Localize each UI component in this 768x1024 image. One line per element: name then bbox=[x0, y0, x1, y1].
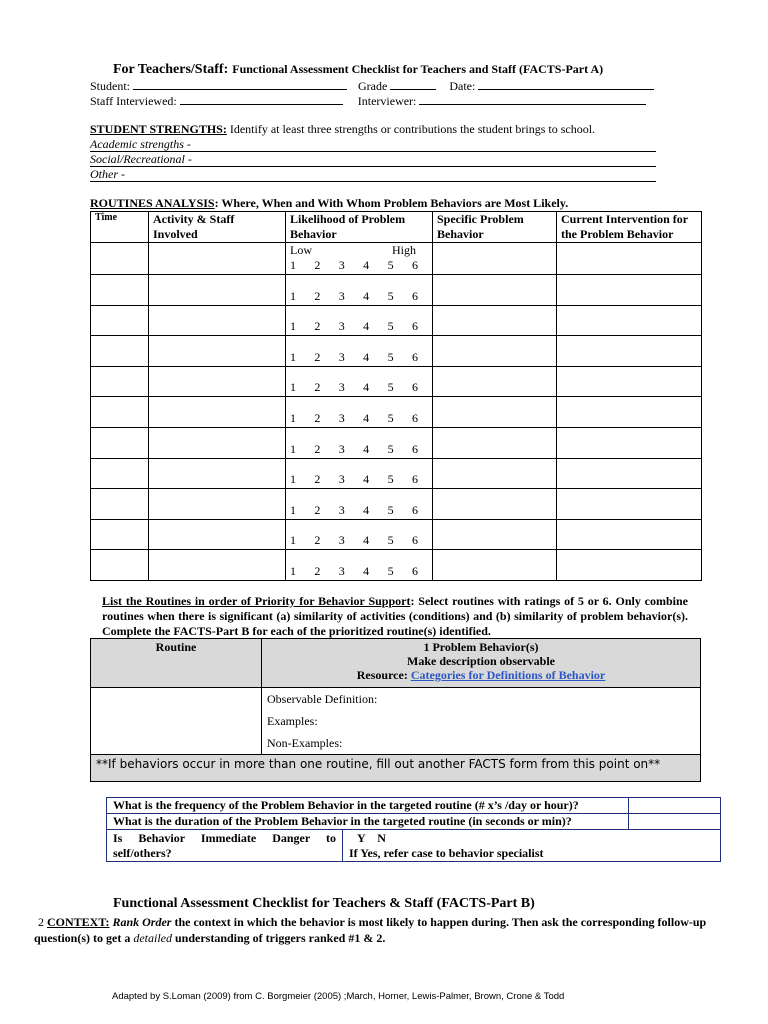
low-label: Low bbox=[290, 243, 312, 257]
scale-value[interactable]: 2 bbox=[314, 258, 321, 272]
likelihood-cell[interactable] bbox=[286, 427, 433, 458]
routine-row bbox=[91, 519, 702, 550]
specific-behavior-cell[interactable] bbox=[433, 427, 557, 458]
scale-value[interactable]: 1 bbox=[290, 441, 296, 456]
scale-value[interactable]: 6 bbox=[411, 258, 418, 272]
scale-value[interactable]: 1 bbox=[290, 410, 296, 425]
routine-row bbox=[91, 550, 702, 581]
frequency-question: What is the frequency of the Problem Behavior in the targeted routine (# x’s /day or hour)? bbox=[107, 798, 629, 814]
time-cell[interactable] bbox=[91, 305, 149, 336]
scale-value[interactable]: 3 bbox=[338, 441, 345, 456]
frequency-row bbox=[107, 798, 721, 814]
time-cell[interactable] bbox=[91, 489, 149, 520]
scale-value[interactable]: 3 bbox=[338, 563, 345, 578]
pb-resource bbox=[263, 668, 699, 682]
scale-value[interactable]: 1 bbox=[290, 563, 296, 578]
scale-value[interactable]: 3 bbox=[338, 380, 345, 395]
intervention-cell[interactable] bbox=[557, 550, 702, 581]
scale-value[interactable]: 3 bbox=[338, 533, 345, 548]
intervention-cell[interactable] bbox=[557, 243, 702, 275]
routine-row bbox=[91, 243, 702, 275]
scale-value[interactable]: 5 bbox=[387, 288, 394, 303]
scale-value[interactable]: 4 bbox=[363, 410, 370, 425]
scale-value[interactable]: 1 bbox=[290, 258, 296, 272]
likelihood-scale bbox=[290, 533, 418, 549]
routine-row bbox=[91, 336, 702, 367]
intervention-cell[interactable] bbox=[557, 519, 702, 550]
time-cell[interactable] bbox=[91, 427, 149, 458]
other-strengths-line[interactable] bbox=[90, 167, 656, 182]
scale-value[interactable]: 6 bbox=[411, 441, 418, 456]
routines-heading-underlined: ROUTINES ANALYSIS bbox=[90, 196, 215, 210]
specific-behavior-cell[interactable] bbox=[433, 366, 557, 397]
pb-header-line1: 1 Problem Behavior(s) bbox=[423, 640, 539, 654]
routine-row bbox=[91, 489, 702, 520]
likelihood-cell[interactable] bbox=[286, 458, 433, 489]
routine-row bbox=[91, 366, 702, 397]
likelihood-scale bbox=[290, 258, 418, 274]
interviewer-label: Interviewer: bbox=[357, 94, 417, 108]
intervention-cell[interactable] bbox=[557, 305, 702, 336]
time-cell[interactable] bbox=[91, 336, 149, 367]
duration-question: What is the duration of the Problem Behavior in the targeted routine (in seconds or min)? bbox=[107, 814, 629, 830]
scale-value[interactable]: 6 bbox=[411, 472, 418, 487]
scale-value[interactable]: 2 bbox=[314, 563, 321, 578]
multiple-routines-note: **If behaviors occur in more than one routine, fill out another FACTS form from this point on** bbox=[91, 755, 701, 782]
title-main: Functional Assessment Checklist for Teachers and Staff (FACTS-Part A) bbox=[232, 62, 604, 76]
routine-row bbox=[91, 275, 702, 306]
activity-cell[interactable] bbox=[149, 519, 286, 550]
time-cell[interactable] bbox=[91, 397, 149, 428]
likelihood-cell[interactable] bbox=[286, 336, 433, 367]
scale-value[interactable]: 4 bbox=[363, 319, 370, 334]
routine-row bbox=[91, 397, 702, 428]
activity-cell[interactable] bbox=[149, 489, 286, 520]
routine-row bbox=[91, 427, 702, 458]
time-cell[interactable] bbox=[91, 458, 149, 489]
scale-value[interactable]: 5 bbox=[387, 410, 394, 425]
scale-value[interactable]: 3 bbox=[338, 349, 345, 364]
scale-value[interactable]: 5 bbox=[387, 258, 394, 272]
danger-question-line2: self/others? bbox=[113, 846, 172, 860]
scale-value[interactable]: 1 bbox=[290, 349, 296, 364]
scale-value[interactable]: 4 bbox=[363, 380, 370, 395]
scale-value[interactable]: 2 bbox=[314, 288, 321, 303]
specific-behavior-cell[interactable] bbox=[433, 519, 557, 550]
danger-answer[interactable] bbox=[343, 830, 721, 862]
scale-value[interactable]: 5 bbox=[387, 472, 394, 487]
student-info-row bbox=[90, 78, 654, 94]
activity-cell[interactable] bbox=[149, 336, 286, 367]
scale-value[interactable]: 6 bbox=[411, 380, 418, 395]
routines-header-row bbox=[91, 212, 702, 243]
specific-behavior-cell[interactable] bbox=[433, 397, 557, 428]
scale-value[interactable]: 6 bbox=[411, 319, 418, 334]
likelihood-cell[interactable] bbox=[286, 397, 433, 428]
scale-value[interactable]: 4 bbox=[363, 533, 370, 548]
scale-value[interactable]: 3 bbox=[338, 410, 345, 425]
student-field[interactable] bbox=[133, 78, 347, 90]
scale-value[interactable]: 2 bbox=[314, 441, 321, 456]
likelihood-cell[interactable] bbox=[286, 366, 433, 397]
routine-cell[interactable] bbox=[91, 688, 262, 755]
scale-value[interactable]: 6 bbox=[411, 288, 418, 303]
col-likelihood: Likelihood of Problem Behavior bbox=[286, 212, 433, 243]
problem-behavior-table bbox=[90, 638, 701, 782]
priority-underlined: List the Routines in order of Priority for Behavior Support bbox=[102, 594, 411, 608]
academic-strengths-label: Academic strengths - bbox=[90, 137, 191, 151]
frequency-table bbox=[106, 797, 721, 862]
activity-cell[interactable] bbox=[149, 305, 286, 336]
scale-value[interactable]: 5 bbox=[387, 563, 394, 578]
scale-value[interactable]: 2 bbox=[314, 349, 321, 364]
pb-footer-row bbox=[91, 755, 701, 782]
specific-behavior-cell[interactable] bbox=[433, 305, 557, 336]
scale-value[interactable]: 1 bbox=[290, 380, 296, 395]
duration-answer[interactable] bbox=[629, 814, 721, 830]
col-specific-behavior: Specific Problem Behavior bbox=[433, 212, 557, 243]
scale-value[interactable]: 4 bbox=[363, 349, 370, 364]
danger-row bbox=[107, 830, 721, 862]
time-cell[interactable] bbox=[91, 366, 149, 397]
context-label: CONTEXT: bbox=[47, 915, 110, 929]
time-cell[interactable] bbox=[91, 275, 149, 306]
problem-behavior-header bbox=[262, 639, 701, 688]
activity-cell[interactable] bbox=[149, 397, 286, 428]
priority-instructions bbox=[102, 594, 688, 639]
likelihood-cell[interactable] bbox=[286, 519, 433, 550]
likelihood-scale bbox=[290, 319, 418, 335]
part-b-title: Functional Assessment Checklist for Teachers & Staff (FACTS-Part B) bbox=[113, 896, 535, 911]
routine-row bbox=[91, 458, 702, 489]
routine-row bbox=[91, 305, 702, 336]
likelihood-scale bbox=[290, 442, 418, 458]
likelihood-scale bbox=[290, 350, 418, 366]
time-cell[interactable] bbox=[91, 519, 149, 550]
date-label: Date: bbox=[449, 79, 476, 93]
specific-behavior-cell[interactable] bbox=[433, 550, 557, 581]
scale-value[interactable]: 1 bbox=[290, 502, 296, 517]
pb-header-line2: Make description observable bbox=[407, 654, 555, 668]
non-examples-label: Non-Examples: bbox=[267, 736, 343, 750]
date-field[interactable] bbox=[478, 78, 654, 90]
staff-interviewed-label: Staff Interviewed: bbox=[90, 94, 177, 108]
activity-cell[interactable] bbox=[149, 427, 286, 458]
likelihood-scale bbox=[290, 289, 418, 305]
staff-interviewed-field[interactable] bbox=[180, 93, 343, 105]
social-recreational-label: Social/Recreational - bbox=[90, 152, 192, 166]
activity-cell[interactable] bbox=[149, 366, 286, 397]
intervention-cell[interactable] bbox=[557, 427, 702, 458]
strengths-heading: STUDENT STRENGTHS: bbox=[90, 122, 227, 136]
strengths-text: Identify at least three strengths or contributions the student brings to school. bbox=[229, 122, 596, 136]
staff-info-row bbox=[90, 93, 646, 109]
scale-value[interactable]: 4 bbox=[363, 288, 370, 303]
context-instructions bbox=[34, 914, 734, 946]
likelihood-cell[interactable] bbox=[286, 275, 433, 306]
scale-value[interactable]: 4 bbox=[363, 472, 370, 487]
scale-value[interactable]: 5 bbox=[387, 349, 394, 364]
priority-rest: : Select routines with ratings of 5 or 6. Only combine routines when there is significant (a) similarity of activities (conditions) and (b) similarity of problem behavior(s). Complete the FACTS-Part B for each of the prioritized routine(s) identified. bbox=[102, 594, 688, 638]
scale-value[interactable]: 1 bbox=[290, 533, 296, 548]
intervention-cell[interactable] bbox=[557, 336, 702, 367]
scale-value[interactable]: 5 bbox=[387, 380, 394, 395]
context-text1: the context in which the behavior is most likely to happen during. Then ask the corresponding follow-up question(s) to get a bbox=[34, 915, 707, 945]
danger-question-line1: Is Behavior Immediate Danger to bbox=[113, 831, 336, 845]
routines-heading-rest: : Where, When and With Whom Problem Behaviors are Most Likely. bbox=[214, 196, 569, 210]
scale-value[interactable]: 2 bbox=[314, 380, 321, 395]
scale-value[interactable]: 3 bbox=[338, 472, 345, 487]
scale-value[interactable]: 5 bbox=[387, 533, 394, 548]
col-activity-staff: Activity & Staff Involved bbox=[149, 212, 286, 243]
scale-value[interactable]: 6 bbox=[411, 533, 418, 548]
resource-label: Resource: bbox=[356, 668, 408, 682]
scale-value[interactable]: 6 bbox=[411, 563, 418, 578]
scale-value[interactable]: 1 bbox=[290, 319, 296, 334]
interviewer-field[interactable] bbox=[419, 93, 646, 105]
activity-cell[interactable] bbox=[149, 458, 286, 489]
grade-label: Grade bbox=[358, 79, 388, 93]
scale-value[interactable]: 6 bbox=[411, 349, 418, 364]
likelihood-scale bbox=[290, 472, 418, 488]
intervention-cell[interactable] bbox=[557, 458, 702, 489]
academic-strengths-line[interactable] bbox=[90, 137, 656, 152]
intervention-cell[interactable] bbox=[557, 489, 702, 520]
col-current-intervention: Current Intervention for the Problem Behavior bbox=[557, 212, 702, 243]
likelihood-scale bbox=[290, 564, 418, 580]
activity-cell[interactable] bbox=[149, 243, 286, 275]
routines-analysis-heading bbox=[90, 196, 568, 211]
specific-behavior-cell[interactable] bbox=[433, 458, 557, 489]
scale-value[interactable]: 4 bbox=[363, 563, 370, 578]
strengths-instruction bbox=[90, 122, 595, 137]
scale-value[interactable]: 4 bbox=[363, 502, 370, 517]
scale-value[interactable]: 4 bbox=[363, 258, 370, 272]
activity-cell[interactable] bbox=[149, 550, 286, 581]
danger-question bbox=[107, 830, 343, 862]
scale-value[interactable]: 5 bbox=[387, 319, 394, 334]
likelihood-cell[interactable] bbox=[286, 305, 433, 336]
scale-value[interactable]: 6 bbox=[411, 410, 418, 425]
scale-value[interactable]: 5 bbox=[387, 441, 394, 456]
frequency-answer[interactable] bbox=[629, 798, 721, 814]
specific-behavior-cell[interactable] bbox=[433, 243, 557, 275]
likelihood-cell[interactable] bbox=[286, 489, 433, 520]
likelihood-scale bbox=[290, 503, 418, 519]
routine-header: Routine bbox=[91, 639, 262, 688]
pb-body-row bbox=[91, 688, 701, 755]
likelihood-cell[interactable] bbox=[286, 243, 433, 275]
scale-value[interactable]: 5 bbox=[387, 502, 394, 517]
routines-table bbox=[90, 211, 702, 581]
problem-behavior-cell[interactable] bbox=[262, 688, 701, 755]
yes-no-options[interactable]: Y N bbox=[357, 831, 386, 845]
activity-cell[interactable] bbox=[149, 275, 286, 306]
intervention-cell[interactable] bbox=[557, 275, 702, 306]
context-number: 2 bbox=[38, 915, 44, 929]
scale-value[interactable]: 2 bbox=[314, 410, 321, 425]
likelihood-scale bbox=[290, 411, 418, 427]
scale-value[interactable]: 2 bbox=[314, 502, 321, 517]
specific-behavior-cell[interactable] bbox=[433, 489, 557, 520]
context-text2: understanding of triggers ranked #1 & 2. bbox=[171, 931, 386, 945]
other-strengths-label: Other - bbox=[90, 167, 125, 181]
col-time: Time bbox=[91, 212, 149, 243]
page-title bbox=[113, 60, 603, 78]
scale-value[interactable]: 3 bbox=[338, 258, 345, 272]
scale-value[interactable]: 4 bbox=[363, 441, 370, 456]
specific-behavior-cell[interactable] bbox=[433, 336, 557, 367]
title-prefix: For Teachers/Staff: bbox=[113, 62, 229, 77]
intervention-cell[interactable] bbox=[557, 397, 702, 428]
scale-value[interactable]: 6 bbox=[411, 502, 418, 517]
scale-value[interactable]: 1 bbox=[290, 472, 296, 487]
high-label: High bbox=[392, 243, 416, 257]
detailed-word: detailed bbox=[133, 931, 172, 945]
pb-header-row bbox=[91, 639, 701, 688]
student-label: Student: bbox=[90, 79, 131, 93]
likelihood-scale bbox=[290, 380, 418, 396]
intervention-cell[interactable] bbox=[557, 366, 702, 397]
footer-credit: Adapted by S.Loman (2009) from C. Borgmeier (2005) ;March, Horner, Lewis-Palmer, Brown, Crone & Todd bbox=[112, 991, 565, 1002]
observable-definition-label: Observable Definition: bbox=[267, 692, 378, 706]
grade-field[interactable] bbox=[390, 78, 436, 90]
specific-behavior-cell[interactable] bbox=[433, 275, 557, 306]
rank-order: Rank Order bbox=[112, 915, 172, 929]
scale-value[interactable]: 3 bbox=[338, 319, 345, 334]
duration-row bbox=[107, 814, 721, 830]
time-cell[interactable] bbox=[91, 550, 149, 581]
examples-label: Examples: bbox=[267, 714, 318, 728]
scale-value[interactable]: 2 bbox=[314, 533, 321, 548]
social-recreational-line[interactable] bbox=[90, 152, 656, 167]
time-cell[interactable] bbox=[91, 243, 149, 275]
scale-value[interactable]: 2 bbox=[314, 472, 321, 487]
scale-value[interactable]: 3 bbox=[338, 288, 345, 303]
scale-value[interactable]: 1 bbox=[290, 288, 296, 303]
likelihood-cell[interactable] bbox=[286, 550, 433, 581]
low-high-labels bbox=[290, 243, 416, 258]
resource-link[interactable]: Categories for Definitions of Behavior bbox=[410, 668, 606, 682]
refer-note: If Yes, refer case to behavior specialist bbox=[349, 846, 544, 860]
scale-value[interactable]: 3 bbox=[338, 502, 345, 517]
scale-value[interactable]: 2 bbox=[314, 319, 321, 334]
